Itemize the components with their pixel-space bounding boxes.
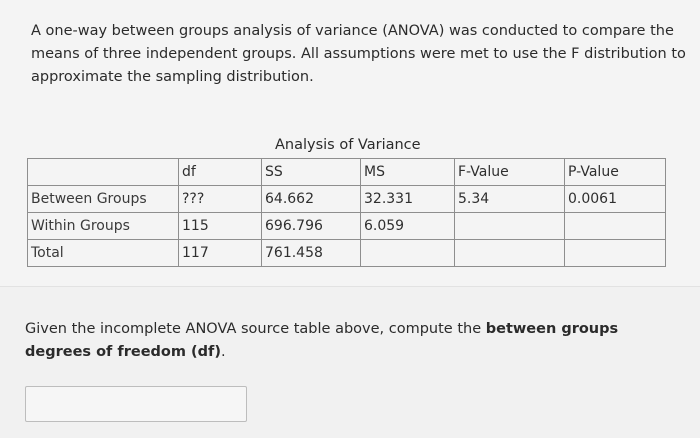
- cell-total-ms: [361, 240, 455, 267]
- cell-within-p: [565, 213, 666, 240]
- answer-input[interactable]: [25, 386, 247, 422]
- cell-total-p: [565, 240, 666, 267]
- anova-table: [27, 158, 666, 267]
- cell-total-f: [455, 240, 565, 267]
- cell-between-df: ???: [179, 186, 262, 213]
- header-blank: [28, 159, 179, 186]
- table-row: [28, 240, 666, 267]
- cell-within-df: 115: [179, 213, 262, 240]
- row-label-within-groups: Within Groups: [28, 213, 179, 240]
- cell-within-ss: 696.796: [262, 213, 361, 240]
- question-suffix: .: [220, 344, 226, 360]
- table-row: [28, 213, 666, 240]
- cell-total-df: 117: [179, 240, 262, 267]
- cell-within-ms: 6.059: [361, 213, 455, 240]
- cell-between-ss: 64.662: [262, 186, 361, 213]
- question-prefix: Given the incomplete ANOVA source table above, compute the: [25, 321, 486, 337]
- question-text: [25, 318, 685, 364]
- cell-between-ms: 32.331: [361, 186, 455, 213]
- header-f-value: F-Value: [455, 159, 565, 186]
- cell-between-p: 0.0061: [565, 186, 666, 213]
- table-header-row: [28, 159, 666, 186]
- question-emphasis: between groups degrees of freedom (df): [25, 321, 619, 360]
- cell-between-f: 5.34: [455, 186, 565, 213]
- table-title: Analysis of Variance: [275, 137, 421, 153]
- cell-total-ss: 761.458: [262, 240, 361, 267]
- row-label-between-groups: Between Groups: [28, 186, 179, 213]
- header-ss: SS: [262, 159, 361, 186]
- cell-within-f: [455, 213, 565, 240]
- header-df: df: [179, 159, 262, 186]
- table-row: [28, 186, 666, 213]
- header-ms: MS: [361, 159, 455, 186]
- header-p-value: P-Value: [565, 159, 666, 186]
- intro-text: A one-way between groups analysis of variance (ANOVA) was conducted to compare the means of three independent groups. All assumptions were met to use the F distribution to approximate the sampling distribution.: [31, 23, 686, 85]
- row-label-total: Total: [28, 240, 179, 267]
